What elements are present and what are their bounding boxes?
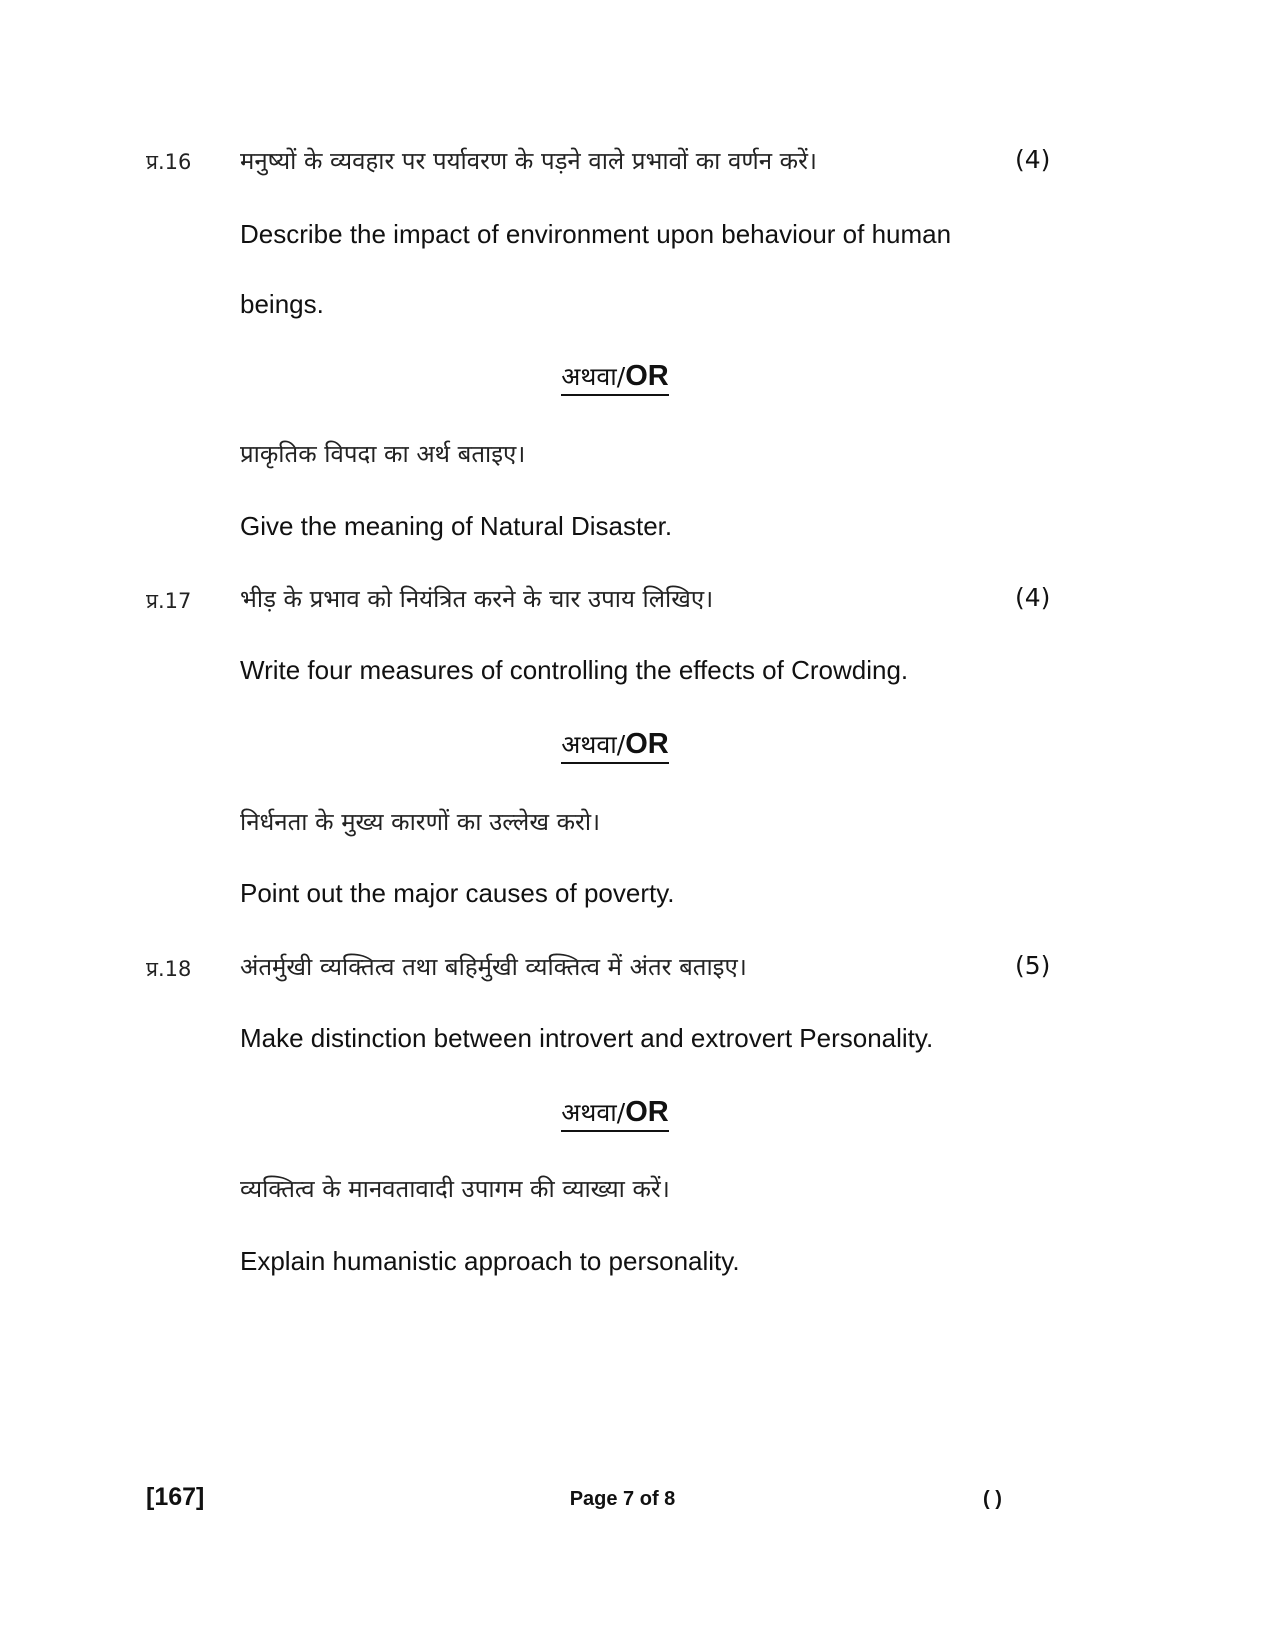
footer-right-mark: ( ) bbox=[983, 1488, 1002, 1510]
alternative-hindi: प्राकृतिक विपदा का अर्थ बताइए। bbox=[240, 440, 526, 468]
question-hindi: मनुष्यों के व्यवहार पर पर्यावरण के पड़ने वाले प्रभावों का वर्णन करें। bbox=[240, 147, 818, 175]
question-number: प्र.18 bbox=[146, 957, 192, 981]
or-hindi: अथवा bbox=[561, 362, 617, 391]
alternative-hindi: निर्धनता के मुख्य कारणों का उल्लेख करो। bbox=[240, 808, 601, 836]
alternative-english: Explain humanistic approach to personality. bbox=[240, 1246, 740, 1276]
question-english: Write four measures of controlling the effects of Crowding. bbox=[240, 655, 909, 685]
or-english: OR bbox=[625, 360, 669, 392]
question-english: Make distinction between introvert and extrovert Personality. bbox=[240, 1023, 934, 1053]
or-english: OR bbox=[625, 728, 669, 760]
question-english-continued: beings. bbox=[240, 289, 324, 319]
question-hindi: भीड़ के प्रभाव को नियंत्रित करने के चार उपाय लिखिए। bbox=[240, 585, 714, 613]
or-hindi: अथवा bbox=[561, 1098, 617, 1127]
question-number: प्र.17 bbox=[146, 589, 192, 613]
question-marks: (5) bbox=[1015, 951, 1051, 980]
alternative-english: Give the meaning of Natural Disaster. bbox=[240, 511, 673, 541]
or-divider bbox=[0, 728, 1230, 764]
or-divider bbox=[0, 1096, 1230, 1132]
or-separator: / bbox=[616, 1098, 626, 1127]
alternative-english: Point out the major causes of poverty. bbox=[240, 878, 675, 908]
page-number: Page 7 of 8 bbox=[569, 1488, 676, 1510]
question-number: प्र.16 bbox=[146, 150, 192, 174]
or-hindi: अथवा bbox=[561, 730, 617, 759]
question-english: Describe the impact of environment upon behaviour of human bbox=[240, 219, 952, 249]
question-marks: (4) bbox=[1015, 583, 1051, 612]
alternative-hindi: व्यक्तित्व के मानवतावादी उपागम की व्याख्या करें। bbox=[240, 1175, 670, 1203]
paper-code: [167] bbox=[146, 1483, 205, 1511]
question-hindi: अंतर्मुखी व्यक्तित्व तथा बहिर्मुखी व्यक्तित्व में अंतर बताइए। bbox=[240, 953, 747, 981]
or-separator: / bbox=[616, 362, 626, 391]
or-separator: / bbox=[616, 730, 626, 759]
or-english: OR bbox=[625, 1096, 669, 1128]
or-divider bbox=[0, 360, 1230, 396]
question-marks: (4) bbox=[1015, 145, 1051, 174]
